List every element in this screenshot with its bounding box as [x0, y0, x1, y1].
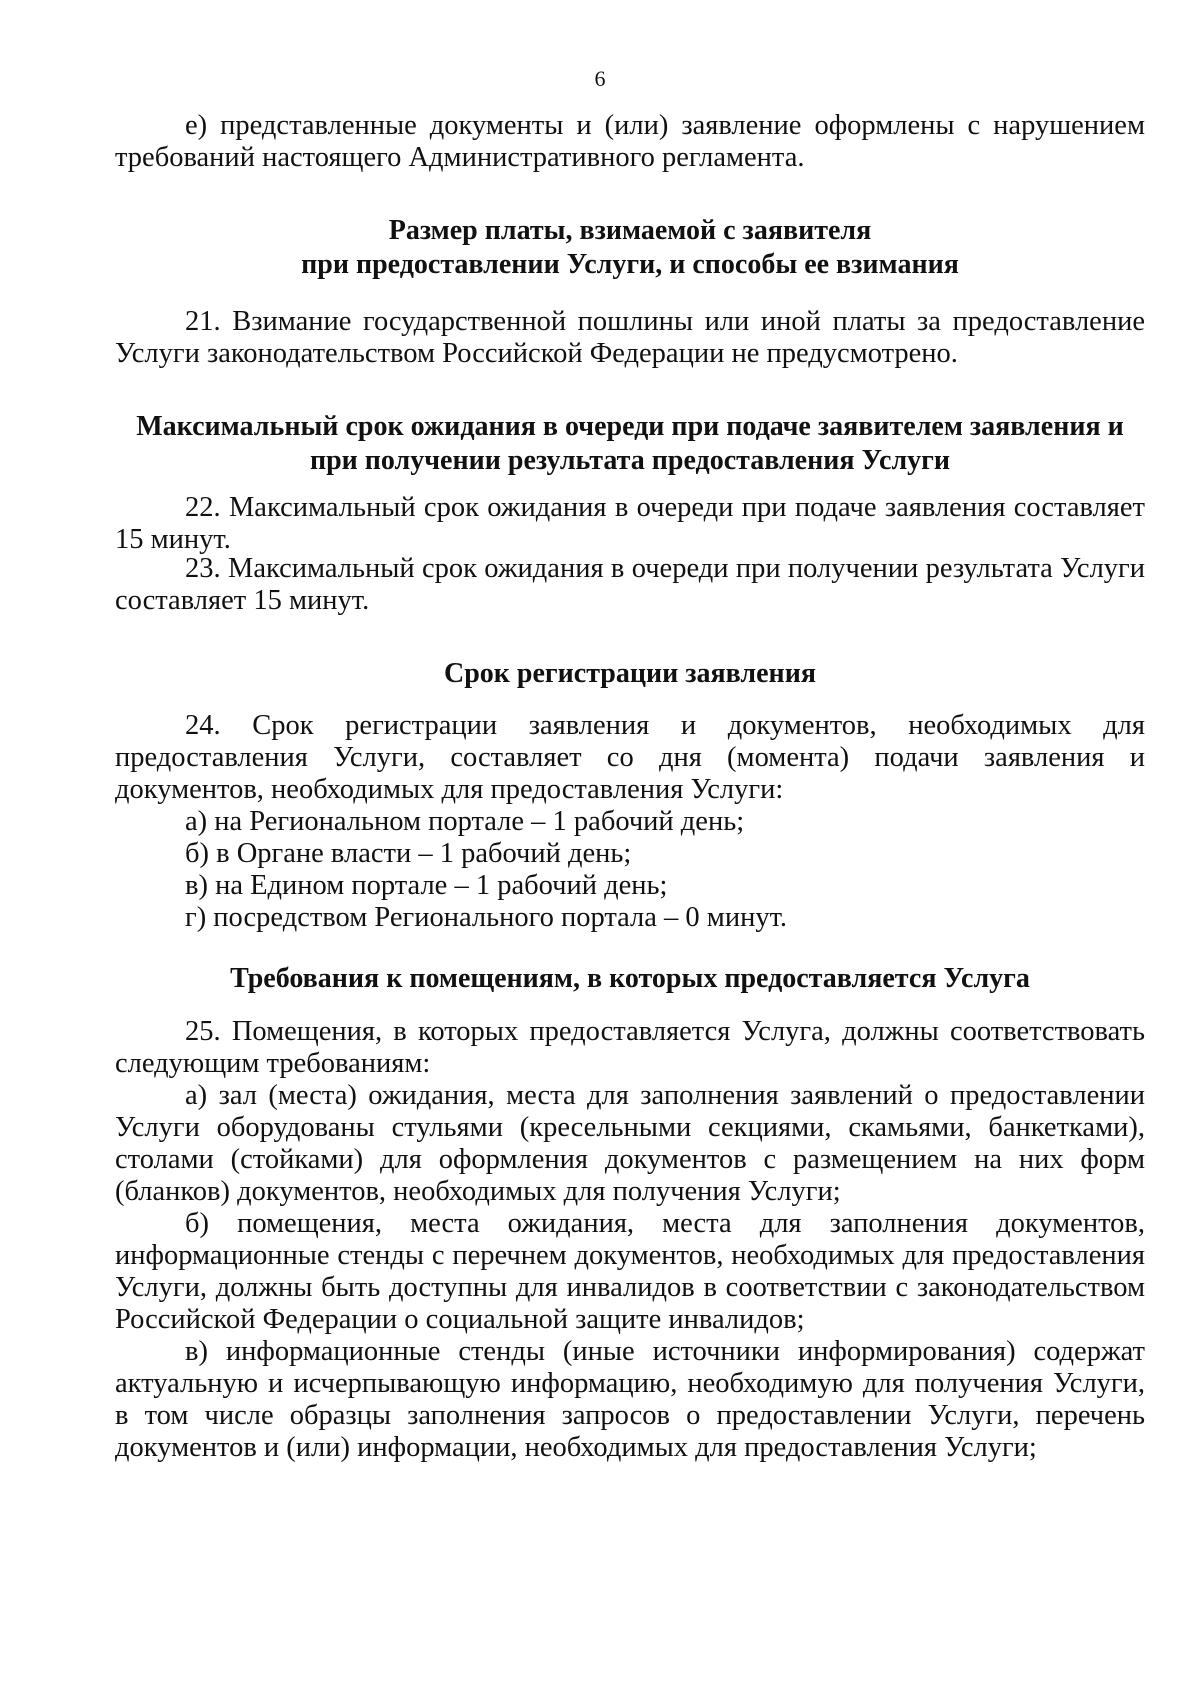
section-registration-heading: Срок регистрации заявления — [444, 658, 816, 689]
paragraph-24-text: 24. Срок регистрации заявления и документов, необходимых для предоставления Услуги, составляет со дня (момента) подачи заявления и документов, необходимых для предоставления Услуги: — [115, 710, 1145, 805]
page-number: 6 — [594, 66, 606, 91]
section-fee-heading — [115, 214, 1145, 282]
section-premises — [115, 962, 1145, 996]
list-item: а) на Региональном портале – 1 рабочий день; — [185, 806, 745, 837]
paragraph-25a-text: а) зал (места) ожидания, места для заполнения заявлений о предоставлении Услуги оборудованы стульями (кресельными секциями, скамьями, банкетками), столами (стойками) для оформления документов с размещением на них форм (бланков) документов, необходимых для получения Услуги; — [115, 1080, 1145, 1207]
paragraph-25 — [115, 1016, 1145, 1464]
paragraph-22-text: 22. Максимальный срок ожидания в очереди при подаче заявления составляет 15 минут. — [115, 492, 1145, 555]
paragraph-23 — [115, 553, 1145, 617]
intro-text: е) представленные документы и (или) заявление оформлены с нарушением требований настоящего Административного регламента. — [115, 110, 1145, 173]
intro-paragraph — [115, 110, 1145, 174]
section-queue — [115, 410, 1145, 478]
section-premises-heading: Требования к помещениям, в которых предоставляется Услуга — [230, 963, 1030, 994]
paragraph-25b-text: б) помещения, места ожидания, места для заполнения документов, информационные стенды с перечнем документов, необходимых для предоставления Услуги, должны быть доступны для инвалидов в соответствии с законодательством Российской Федерации о социальной защите инвалидов; — [115, 1208, 1145, 1335]
paragraph-21-text: 21. Взимание государственной пошлины или иной платы за предоставление Услуги законодательством Российской Федерации не предусмотрено. — [115, 306, 1145, 369]
list-item: б) в Органе власти – 1 рабочий день; — [185, 838, 632, 869]
section-queue-heading-line2: при получении результата предоставления Услуги — [309, 445, 951, 476]
list-item: в) на Едином портале – 1 рабочий день; — [185, 870, 668, 901]
paragraph-21 — [115, 306, 1145, 370]
section-queue-heading — [115, 410, 1145, 478]
list-item: г) посредством Регионального портала – 0 минут. — [185, 902, 788, 933]
section-queue-heading-line1: Максимальный срок ожидания в очереди при подаче заявителем заявления и — [136, 411, 1124, 442]
paragraph-25-text: 25. Помещения, в которых предоставляется Услуга, должны соответствовать следующим требованиям: — [115, 1016, 1145, 1079]
paragraph-24 — [115, 710, 1145, 934]
paragraph-25c-text: в) информационные стенды (иные источники информирования) содержат актуальную и исчерпывающую информацию, необходимую для получения Услуги, в том числе образцы заполнения запросов о предоставлении Услуги, перечень документов и (или) информации, необходимых для предоставления Услуги; — [115, 1336, 1145, 1463]
paragraph-23-text: 23. Максимальный срок ожидания в очереди при получении результата Услуги составляет 15 минут. — [115, 553, 1145, 616]
section-fee-heading-line1: Размер платы, взимаемой с заявителя — [388, 215, 872, 246]
paragraph-22 — [115, 492, 1145, 556]
section-registration — [115, 657, 1145, 691]
section-fee-heading-line2: при предоставлении Услуги, и способы ее взимания — [301, 249, 959, 280]
section-fee — [115, 214, 1145, 282]
